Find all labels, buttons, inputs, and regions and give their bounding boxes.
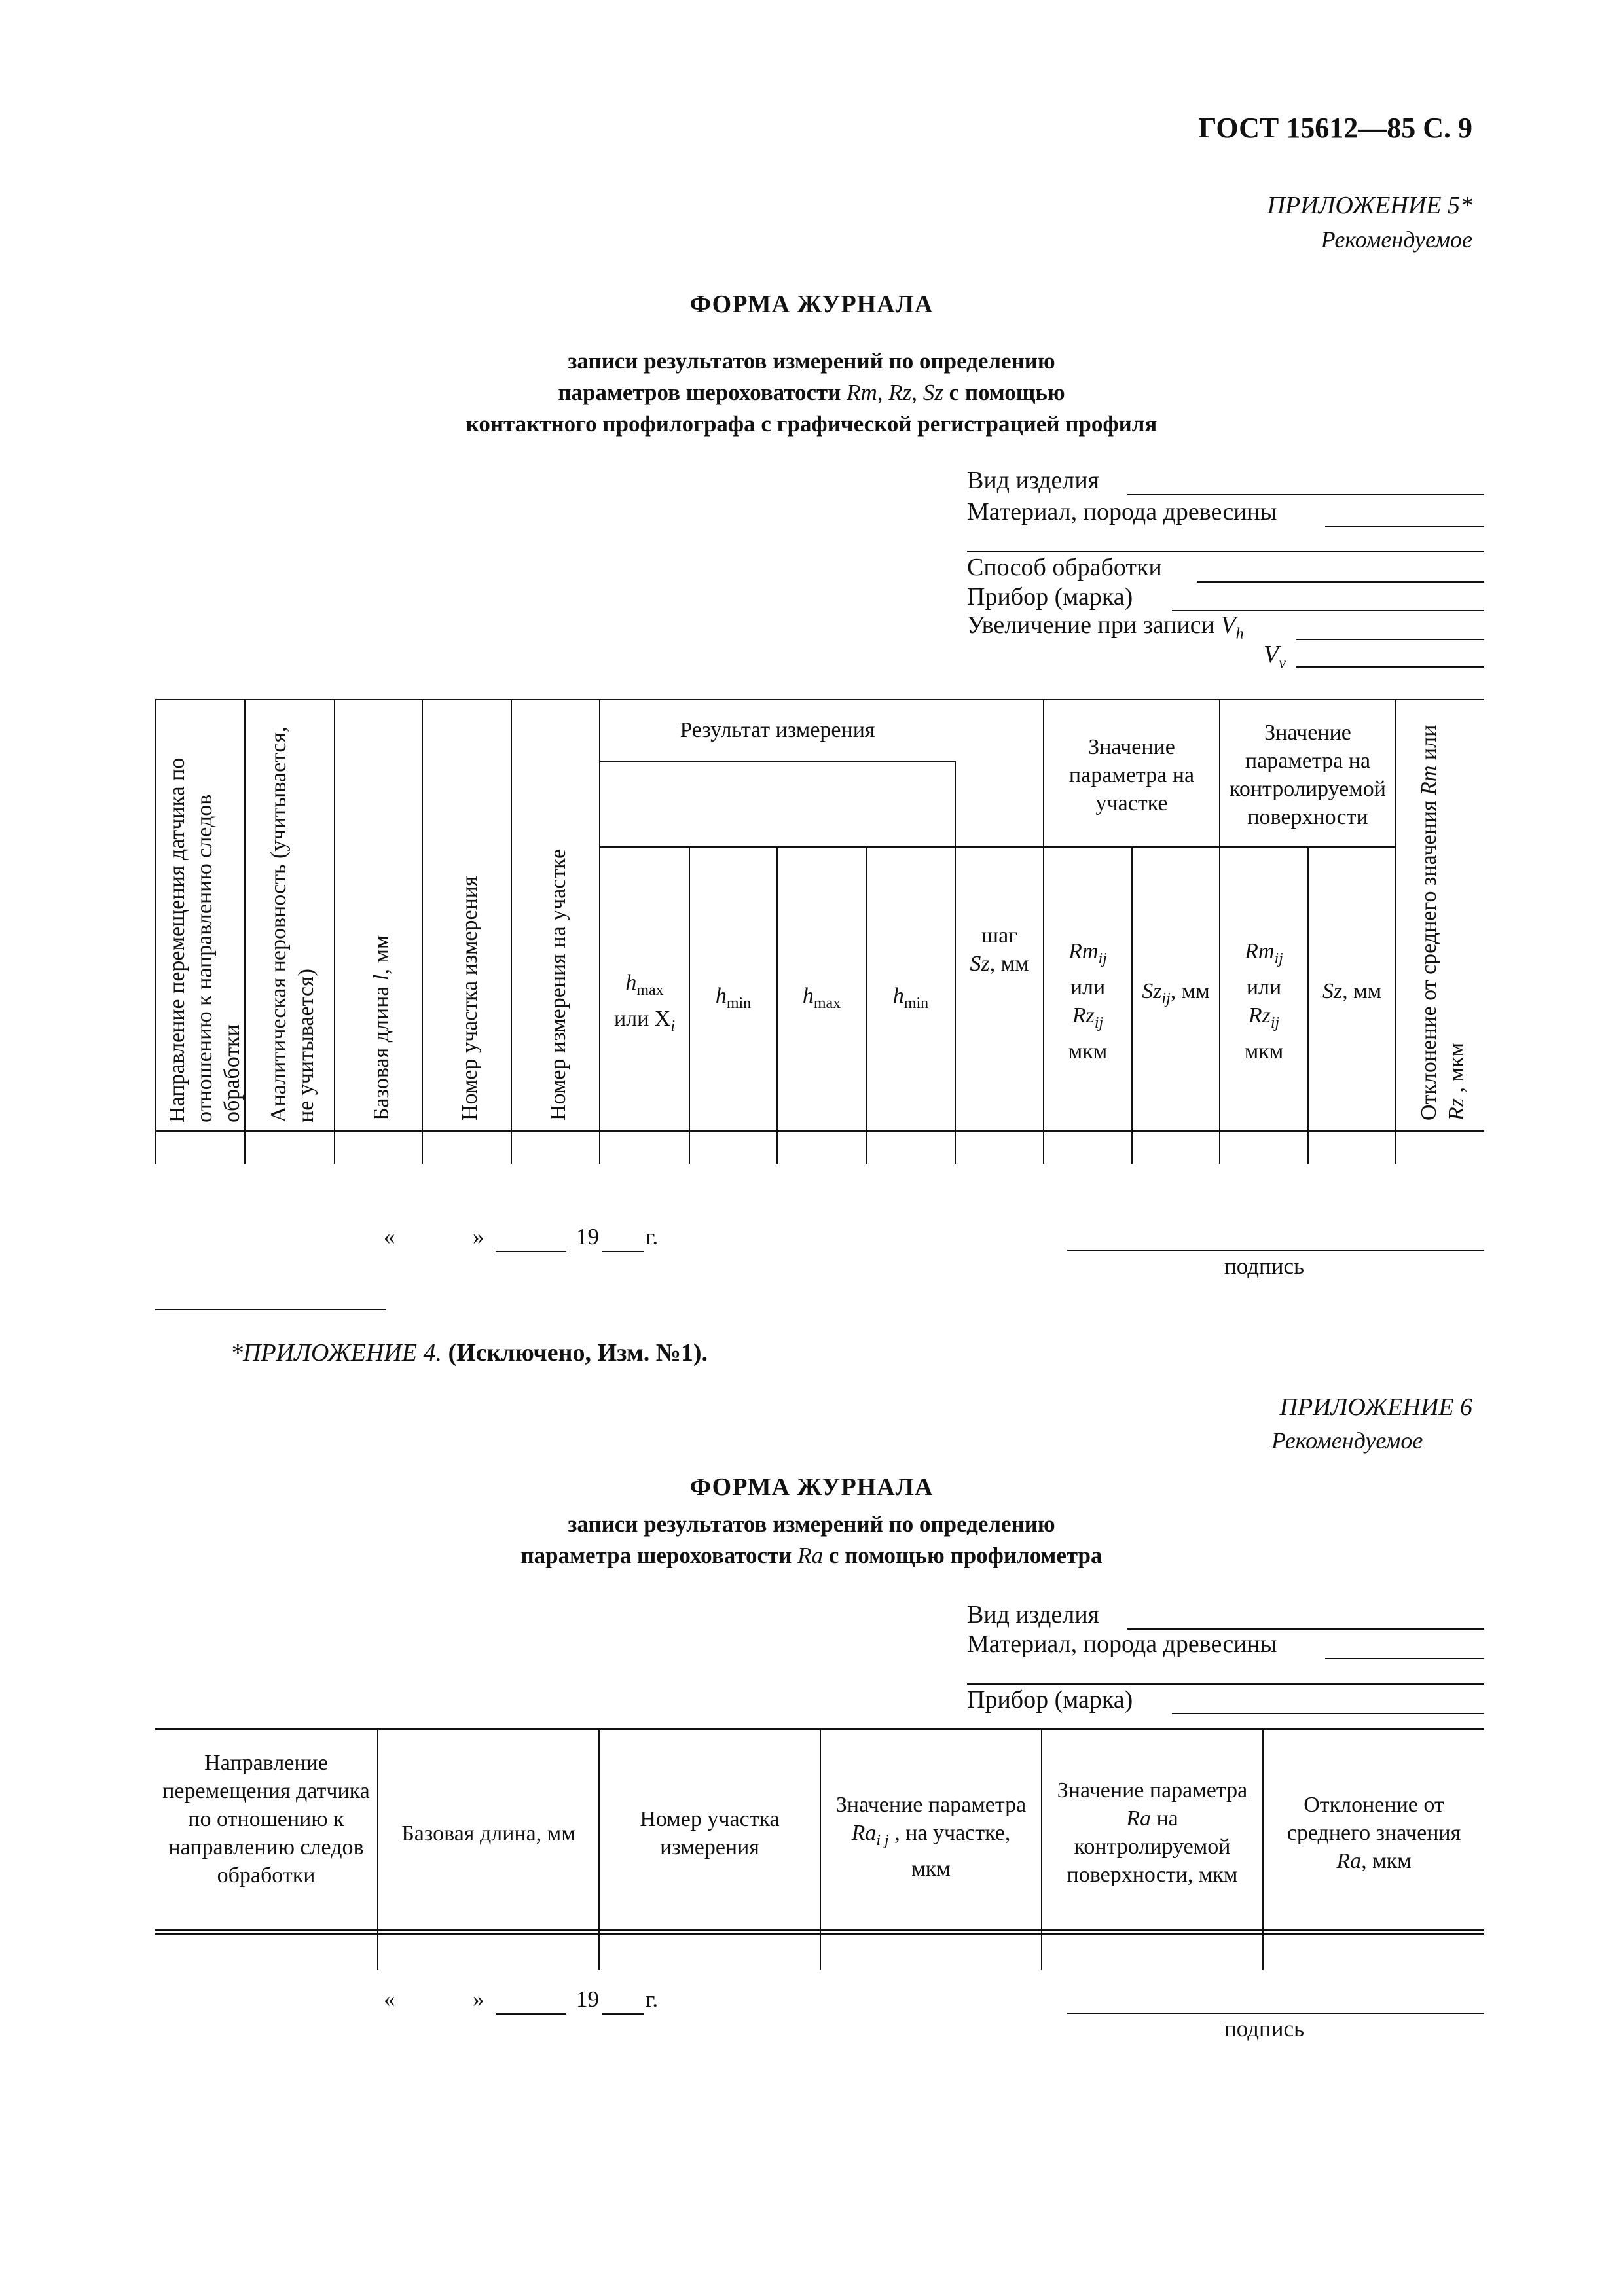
t1-hline-3 [599, 846, 1396, 848]
field6-product-label: Вид изделия [967, 1601, 1100, 1628]
t1-deviation-header: Отклонение от среднего значения Rm или Rz , мкм [1417, 725, 1468, 1121]
t1-sz-header: Sz, мм [1322, 979, 1382, 1003]
date2-year: 19 [576, 1986, 599, 2012]
t2-vline [377, 1729, 378, 1970]
appendix5-subtitle [0, 346, 1623, 440]
appendix5-label: ПРИЛОЖЕНИЕ 5* [1267, 192, 1472, 219]
date1-year: 19 [576, 1224, 599, 1249]
appendix6-status: Рекомендуемое [1271, 1427, 1423, 1454]
signature1-label: подпись [1224, 1253, 1304, 1279]
t1-hline-4 [155, 1130, 1484, 1132]
t1-hmin2-header: $h_{min}$ [892, 984, 929, 1012]
t1-vline [1395, 699, 1396, 1164]
signature2-line[interactable] [1067, 2013, 1484, 2014]
field-material-label: Материал, порода древесины [967, 498, 1277, 526]
t1-vline [599, 699, 600, 1164]
footnote: *ПРИЛОЖЕНИЕ 4. (Исключено, Изм. №1). [230, 1339, 708, 1367]
signature1-line[interactable] [1067, 1250, 1484, 1251]
field-method-label: Способ обработки [967, 554, 1162, 581]
date2-g: г. [646, 1986, 659, 2012]
t1-col4-header: Номер участка измерения [458, 876, 482, 1121]
t1-hline-2 [599, 761, 956, 762]
t2-col3-header: Номер участка измерения [640, 1807, 780, 1859]
t1-col3-header: Базовая длина l, мм [369, 935, 393, 1121]
page-header: ГОСТ 15612—85 С. 9 [1198, 112, 1472, 144]
t2-col5-header: Значение параметра Ra на контролируемой поверхности, мкм [1057, 1778, 1248, 1887]
field6-device-line[interactable] [1172, 1713, 1484, 1714]
t1-surface-value-header: Значение параметра на контролируемой поверхности [1230, 721, 1386, 829]
t1-step-header: шаг Sz, мм [970, 924, 1029, 976]
appendix5-subtitle-line2: параметров шероховатости Rm, Rz, Sz с помощью [558, 380, 1065, 405]
date1-month-line[interactable] [496, 1251, 566, 1252]
field-vv-line[interactable] [1296, 666, 1484, 668]
field-product-line[interactable] [1127, 494, 1484, 495]
t1-hmax2-header: $h_{max}$ [802, 984, 841, 1012]
date1-close: » [473, 1224, 484, 1249]
field-vv-label: $V_v$ [1264, 641, 1286, 672]
field-vh-line[interactable] [1296, 639, 1484, 640]
t1-col1-header: Направление перемещения датчика по отношению к направлению следов обработки [165, 757, 244, 1122]
signature2-label: подпись [1224, 2016, 1304, 2041]
date2-close: » [473, 1986, 484, 2012]
t1-vline [155, 699, 156, 1164]
appendix6-subtitle-line2: параметра шероховатости Ra с помощью профилометра [520, 1543, 1103, 1568]
field-method-line[interactable] [1197, 581, 1484, 583]
t1-col2-header: Аналитическая неровность (учитывается, не учитывается) [266, 726, 318, 1122]
appendix6-subtitle-line1: записи результатов измерений по определению [568, 1511, 1055, 1537]
date1-g: г. [646, 1224, 659, 1249]
t1-hline-top [155, 699, 1484, 700]
field-product-label: Вид изделия [967, 467, 1100, 494]
date2-month-line[interactable] [496, 2013, 566, 2015]
field-material-line[interactable] [1325, 526, 1484, 527]
date2-year-line[interactable] [602, 2013, 644, 2015]
appendix5-title: ФОРМА ЖУРНАЛА [689, 291, 934, 318]
date1-year-line[interactable] [602, 1251, 644, 1252]
appendix5-subtitle-line3: контактного профилографа с графической регистрацией профиля [465, 411, 1158, 437]
footnote-divider [155, 1309, 386, 1310]
field-magnification-label: Увеличение при записи $V_h$ [967, 611, 1244, 643]
t1-vline [511, 699, 512, 1164]
t2-col1-header: Направление перемещения датчика по отношению к направлению следов обработки [162, 1751, 370, 1888]
t1-rmij-surface-header: $Rm_{ij}$ или $Rz_{ij}$ мкм [1244, 939, 1284, 1064]
date1-open: « [384, 1224, 395, 1249]
appendix5-subtitle-line1: записи результатов измерений по определению [568, 348, 1055, 374]
date2-open: « [384, 1986, 395, 2012]
t1-rmij-header: $Rm_{ij}$ или $Rz_{ij}$ мкм [1068, 939, 1108, 1064]
t1-vline [422, 699, 423, 1164]
t2-col4-header: Значение параметра $Ra_{i j}$ , на участке, мкм [835, 1793, 1027, 1881]
field-device-label: Прибор (марка) [967, 583, 1133, 611]
field6-device-label: Прибор (марка) [967, 1686, 1133, 1713]
t1-hmax-xi-header: $h_{max}$ или $X_i$ [613, 971, 676, 1035]
t1-col5-header: Номер измерения на участке [546, 848, 570, 1121]
field6-material-label: Материал, порода древесины [967, 1630, 1277, 1658]
t1-section-value-header: Значение параметра на участке [1068, 735, 1195, 816]
field6-material-line2[interactable] [967, 1683, 1484, 1685]
t1-vline [334, 699, 335, 1164]
field-material-line2[interactable] [967, 551, 1484, 552]
t2-col2-header: Базовая длина, мм [401, 1821, 575, 1846]
appendix6-label: ПРИЛОЖЕНИЕ 6 [1279, 1393, 1472, 1421]
appendix5-status: Рекомендуемое [1321, 226, 1472, 253]
appendix6-title: ФОРМА ЖУРНАЛА [689, 1473, 934, 1501]
field6-material-line[interactable] [1325, 1658, 1484, 1659]
t2-col6-header: Отклонение от среднего значения Ra, мкм [1286, 1793, 1461, 1873]
t1-result-header: Результат измерения [680, 718, 875, 742]
appendix6-subtitle [0, 1509, 1623, 1571]
t1-szij-header: $Sz_{ij}$, мм [1142, 979, 1210, 1007]
t1-hmin1-header: $h_{min}$ [715, 984, 752, 1012]
